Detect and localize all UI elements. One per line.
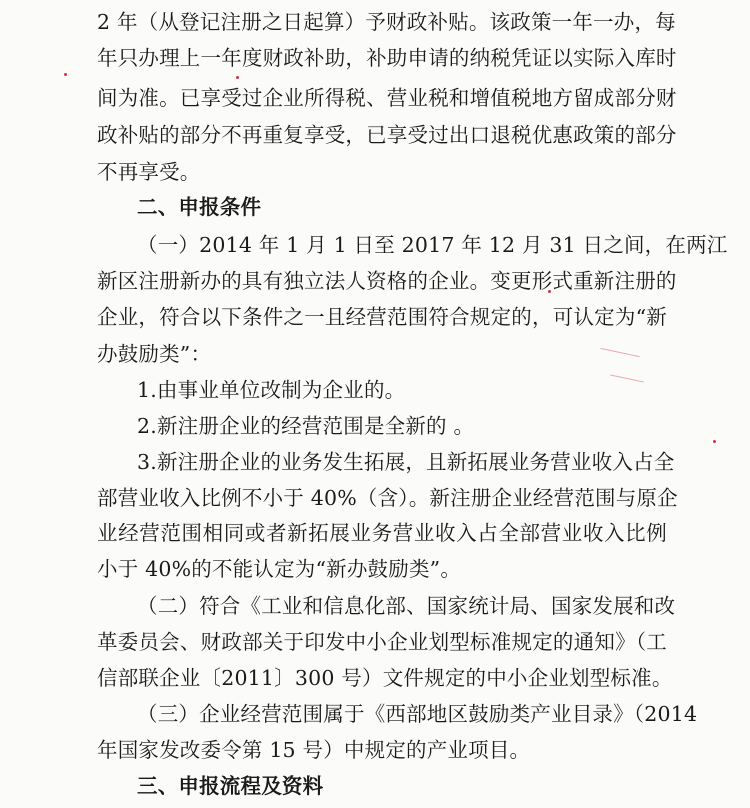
paragraph-line: 间为准。已享受过企业所得税、营业税和增值税地方留成部分财 [97, 86, 677, 110]
paragraph-line: 政补贴的部分不再重复享受，已享受过出口退税优惠政策的部分 [97, 123, 677, 147]
paragraph-line: （二）符合《工业和信息化部、国家统计局、国家发展和改 [137, 594, 676, 618]
red-speck [64, 73, 67, 76]
paragraph-line: 年国家发改委令第 15 号）中规定的产业项目。 [97, 738, 531, 762]
paragraph-line: 信部联企业〔2011〕300 号）文件规定的中小企业划型标准。 [97, 666, 673, 690]
red-speck [713, 440, 716, 443]
list-item: 3.新注册企业的业务发生拓展，且新拓展业务营业收入占全 [137, 450, 675, 474]
paragraph-line: （一）2014 年 1 月 1 日至 2017 年 12 月 31 日之间，在两江 [137, 233, 728, 257]
paragraph-line: 不再享受。 [97, 160, 201, 184]
paragraph-line: 业经营范围相同或者新拓展业务营业收入占全部营业收入比例 [97, 521, 667, 545]
paragraph-line: 新区注册新办的具有独立法人资格的企业。变更形式重新注册的 [97, 269, 677, 293]
paragraph-line: 年只办理上一年度财政补助，补助申请的纳税凭证以实际入库时 [97, 46, 677, 70]
paragraph-line: 部营业收入比例不小于 40%（含）。新注册企业经营范围与原企 [97, 486, 678, 510]
section-heading: 二、申报条件 [137, 195, 262, 219]
paragraph-line: 企业，符合以下条件之一且经营范围符合规定的，可认定为“新 [97, 305, 667, 329]
paragraph-line: （三）企业经营范围属于《西部地区鼓励类产业目录》（2014 [137, 702, 698, 726]
paragraph-line: 小于 40%的不能认定为“新办鼓励类”。 [97, 557, 462, 581]
paragraph-line: 办鼓励类”： [97, 342, 212, 366]
paragraph-line: 2 年（从登记注册之日起算）予财政补贴。该政策一年一办，每 [97, 10, 676, 34]
list-item: 2.新注册企业的经营范围是全新的 。 [137, 414, 475, 438]
section-heading: 三、申报流程及资料 [137, 774, 324, 798]
list-item: 1.由事业单位改制为企业的。 [137, 378, 406, 402]
paragraph-line: 革委员会、财政部关于印发中小企业划型标准规定的通知》（工 [97, 630, 667, 654]
red-speck [236, 76, 239, 79]
